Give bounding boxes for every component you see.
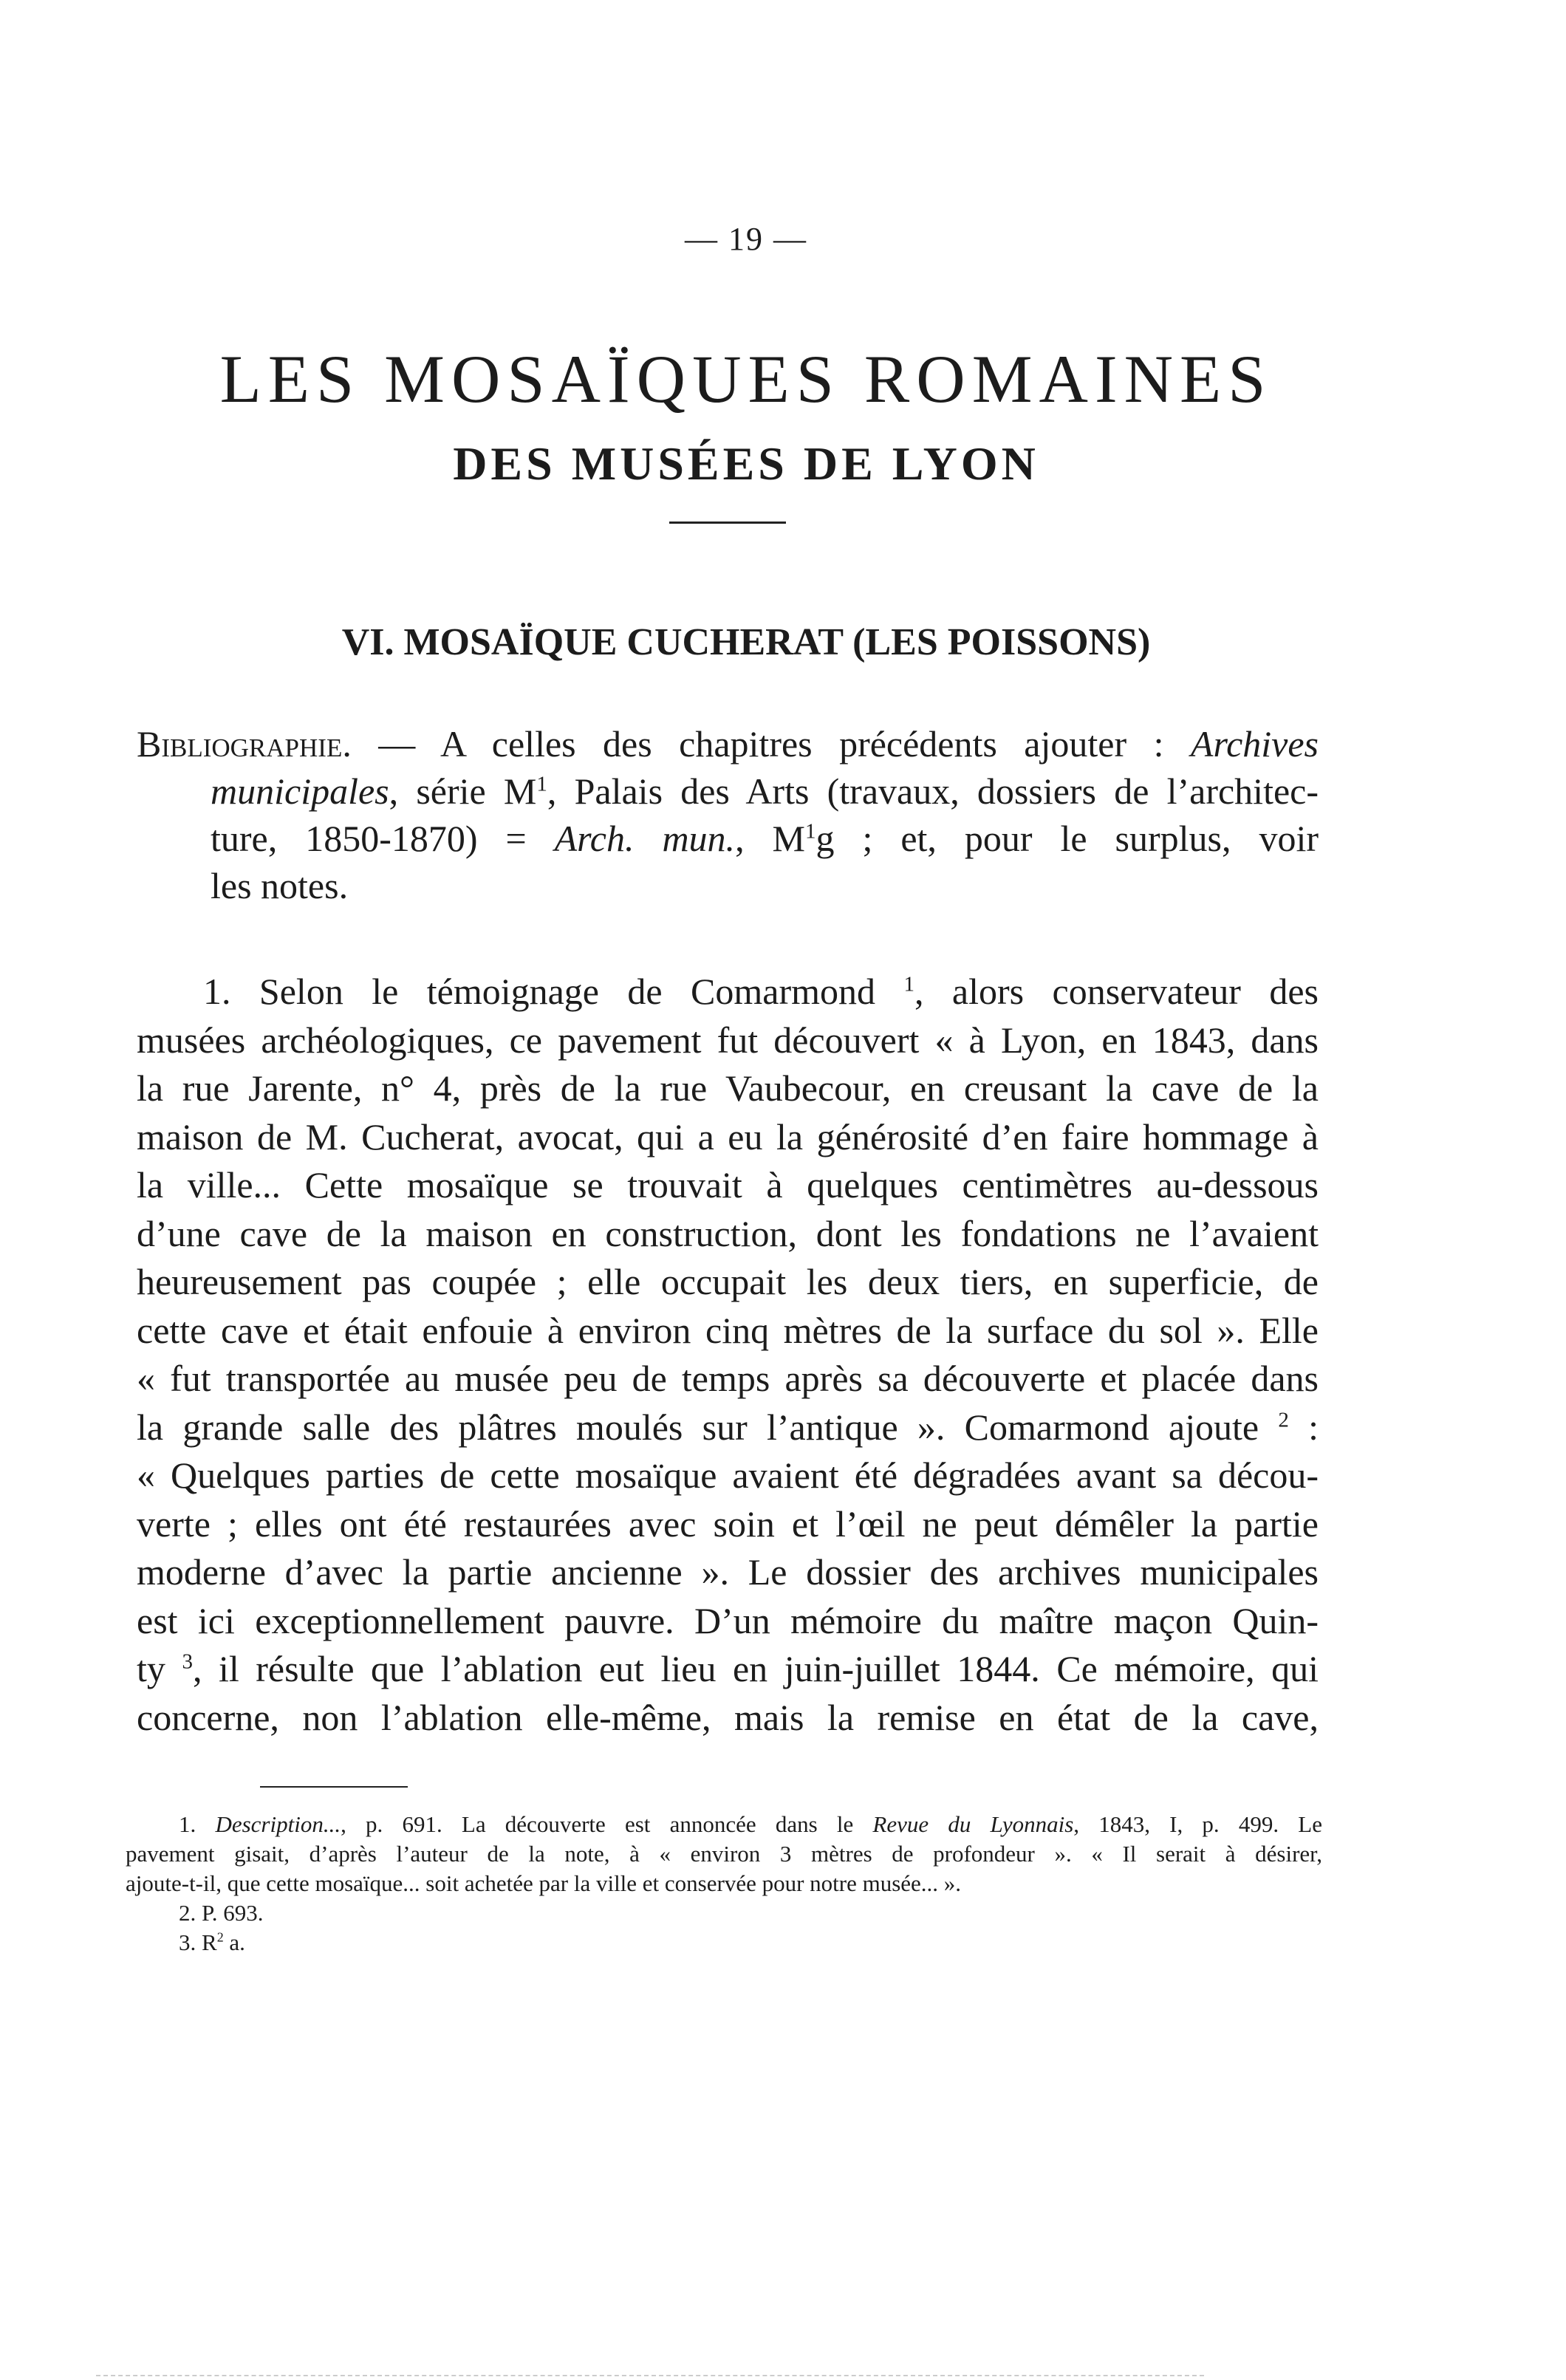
bibliography-paragraph bbox=[137, 720, 1319, 909]
body-line-7: heureusement pas coupée ; elle occupait les deux tiers, en superficie, de bbox=[137, 1261, 1319, 1302]
body-line-11: « Quelques parties de cette mosaïque avaient été dégradées avant sa décou- bbox=[137, 1454, 1319, 1496]
body-line-10-text: la grande salle des plâtres moulés sur l’antique ». Comarmond ajoute bbox=[137, 1406, 1259, 1448]
biblio-italic-3: Arch. mun. bbox=[554, 818, 736, 859]
footnote-1-italic-2: Revue du Lyonnais bbox=[872, 1811, 1074, 1837]
biblio-line-1 bbox=[137, 720, 1319, 767]
biblio-line-4: les notes. bbox=[211, 865, 349, 906]
page-bottom-edge bbox=[96, 2375, 1204, 2376]
body-line-2: musées archéologiques, ce pavement fut découvert « à Lyon, en 1843, dans bbox=[137, 1019, 1319, 1061]
body-line-3: la rue Jarente, n° 4, près de la rue Vaubecour, en creusant la cave de la bbox=[137, 1067, 1319, 1109]
biblio-text-3b: , M bbox=[735, 818, 805, 859]
body-line-16: concerne, non l’ablation elle-même, mais la remise en état de la cave, bbox=[137, 1696, 1319, 1738]
footnote-3-text-b: a. bbox=[223, 1929, 245, 1955]
biblio-sup-2: 1 bbox=[536, 772, 547, 796]
footnote-1-line-2: pavement gisait, d’après l’auteur de la note, à « environ 3 mètres de profondeur ». « Il serait à désirer, bbox=[126, 1841, 1322, 1867]
footnote-1-italic: Description... bbox=[215, 1811, 341, 1837]
body-line-1-rest: , alors conservateur des bbox=[914, 971, 1319, 1012]
body-line-15-text: ty bbox=[137, 1648, 165, 1689]
body-line-1-text: 1. Selon le témoignage de Comarmond bbox=[203, 971, 876, 1012]
section-heading: VI. MOSAÏQUE CUCHERAT (LES POISSONS) bbox=[341, 621, 1151, 663]
footnotes bbox=[126, 1810, 1322, 1957]
body-line-12: verte ; elles ont été restaurées avec soin et l’œil ne peut démêler la partie bbox=[137, 1502, 1319, 1545]
body-line-10-rest: : bbox=[1288, 1406, 1319, 1448]
footnote-1-number: 1. bbox=[179, 1811, 216, 1837]
body-line-9: « fut transportée au musée peu de temps après sa découverte et placée dans bbox=[137, 1358, 1319, 1399]
footnote-ref-3: 3 bbox=[182, 1649, 193, 1674]
footnote-1-text-b: , 1843, I, p. 499. Le bbox=[1073, 1811, 1322, 1837]
biblio-text-3: ture, 1850-1870) = bbox=[211, 818, 555, 859]
biblio-text-1: — A celles des chapitres précédents ajouter : bbox=[351, 723, 1191, 765]
body-line-15 bbox=[137, 1645, 1319, 1694]
body-line-8: cette cave et était enfouie à environ cinq mètres de la surface du sol ». Elle bbox=[137, 1309, 1319, 1351]
biblio-text-3c: g ; et, pour le surplus, voir bbox=[816, 818, 1319, 859]
biblio-text-2b: , Palais des Arts (travaux, dossiers de l’architec- bbox=[547, 770, 1319, 812]
biblio-sup-3: 1 bbox=[805, 819, 816, 844]
footnote-1-line-3: ajoute-t-il, que cette mosaïque... soit achetée par la ville et conservée pour notre musée... ». bbox=[126, 1870, 962, 1896]
footnote-1-text-a: , p. 691. La découverte est annoncée dans le bbox=[341, 1811, 873, 1837]
body-line-6: d’une cave de la maison en construction, dont les fondations ne l’avaient bbox=[137, 1212, 1319, 1254]
body-paragraph bbox=[137, 968, 1319, 1742]
article-subtitle: DES MUSÉES DE LYON bbox=[453, 437, 1039, 490]
biblio-line-3 bbox=[137, 815, 1319, 862]
title-divider bbox=[669, 522, 786, 524]
footnote-2: 2. P. 693. bbox=[179, 1900, 264, 1926]
footnote-ref-2: 2 bbox=[1278, 1407, 1289, 1432]
body-line-15-rest: , il résulte que l’ablation eut lieu en juin-juillet 1844. Ce mémoire, qui bbox=[192, 1648, 1319, 1689]
biblio-text-2: , série M bbox=[389, 770, 537, 812]
footnote-ref-1: 1 bbox=[903, 972, 914, 996]
body-line-1 bbox=[137, 968, 1319, 1016]
body-line-13: moderne d’avec la partie ancienne ». Le dossier des archives municipales bbox=[137, 1551, 1319, 1593]
footnote-3-text-a: 3. R bbox=[179, 1929, 217, 1955]
biblio-line-2 bbox=[137, 767, 1319, 815]
footnote-3 bbox=[126, 1928, 1322, 1957]
body-line-14: est ici exceptionnellement pauvre. D’un mémoire du maître maçon Quin- bbox=[137, 1599, 1319, 1641]
biblio-label: Bibliographie. bbox=[137, 723, 352, 765]
body-line-10 bbox=[137, 1403, 1319, 1452]
biblio-italic-1: Archives bbox=[1190, 723, 1319, 765]
page-number: — 19 — bbox=[685, 221, 807, 257]
article-title: LES MOSAÏQUES ROMAINES bbox=[219, 341, 1273, 417]
body-line-5: la ville... Cette mosaïque se trouvait à quelques centimètres au-dessous bbox=[137, 1164, 1319, 1206]
body-line-4: maison de M. Cucherat, avocat, qui a eu la générosité d’en faire hommage à bbox=[137, 1115, 1319, 1157]
biblio-italic-2: municipales bbox=[211, 770, 389, 812]
footnote-divider bbox=[260, 1786, 408, 1788]
footnote-3-sup: 2 bbox=[216, 1929, 224, 1945]
footnote-1-line-1 bbox=[126, 1810, 1322, 1839]
